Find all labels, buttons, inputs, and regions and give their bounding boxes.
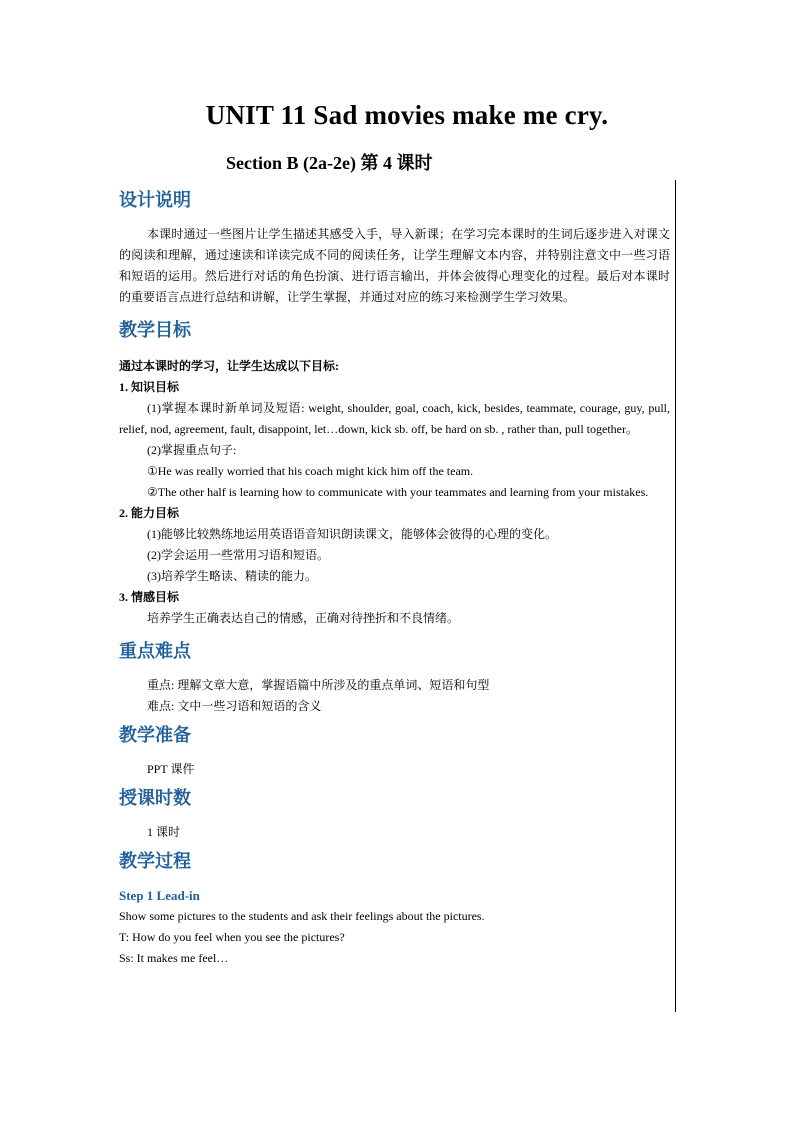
- hours-text: 1 课时: [147, 825, 181, 839]
- prep-text: PPT 课件: [147, 762, 195, 776]
- knowledge-item-2: (2)掌握重点句子:: [147, 443, 237, 457]
- design-heading: 设计说明: [119, 190, 191, 211]
- process-line-3: Ss: It makes me feel…: [119, 951, 229, 965]
- ability-item-1: (1)能够比较熟练地运用英语语音知识朗读课文，能够体会彼得的心理的变化。: [147, 527, 557, 541]
- knowledge-title: 1. 知识目标: [119, 380, 180, 394]
- keypoints-heading: 重点难点: [119, 641, 191, 662]
- goals-heading: 教学目标: [119, 320, 191, 341]
- process-line-1: Show some pictures to the students and ask their feelings about the pictures.: [119, 909, 485, 923]
- key-sentence-1: ①He was really worried that his coach might kick him off the team.: [147, 464, 474, 478]
- key-sentence-2: ②The other half is learning how to communicate with your teammates and learning from your mistakes.: [147, 485, 649, 499]
- process-heading: 教学过程: [119, 851, 191, 872]
- ability-item-2: (2)学会运用一些常用习语和短语。: [147, 548, 329, 562]
- keypoint-key: 重点: 理解文章大意，掌握语篇中所涉及的重点单词、短语和句型: [147, 678, 490, 692]
- keypoint-difficult: 难点: 文中一些习语和短语的含义: [147, 699, 322, 713]
- margin-rule: [675, 180, 676, 1012]
- knowledge-item-1: (1)掌握本课时新单词及短语: weight, shoulder, goal, coach, kick, besides, teammate, courage, guy, pull, relief, nod, agreement, fault, disappoint, let…down, kick sb. off, be hard on sb. , rather than, pull together。: [119, 401, 670, 436]
- step1-heading: Step 1 Lead-in: [119, 888, 200, 903]
- ability-item-3: (3)培养学生略读、精读的能力。: [147, 569, 317, 583]
- prep-heading: 教学准备: [119, 725, 191, 746]
- design-text: 本课时通过一些图片让学生描述其感受入手，导入新课；在学习完本课时的生词后逐步进入对课文的阅读和理解，通过速读和详读完成不同的阅读任务，让学生理解文本内容，并特别注意文中一些习语和短语的运用。然后进行对话的角色扮演、进行语言输出，并体会彼得心理变化的过程。最后对本课时的重要语言点进行总结和讲解，让学生掌握，并通过对应的练习来检测学生学习效果。: [119, 227, 670, 304]
- content-area: [119, 186, 670, 969]
- page-subtitle: Section B (2a-2e) 第 4 课时: [226, 153, 433, 173]
- page-title: UNIT 11 Sad movies make me cry.: [205, 100, 609, 130]
- emotion-title: 3. 情感目标: [119, 590, 180, 604]
- goals-intro: 通过本课时的学习，让学生达成以下目标:: [119, 359, 339, 373]
- emotion-item-1: 培养学生正确表达自己的情感，正确对待挫折和不良情绪。: [147, 611, 460, 625]
- ability-title: 2. 能力目标: [119, 506, 180, 520]
- process-line-2: T: How do you feel when you see the pictures?: [119, 930, 345, 944]
- hours-heading: 授课时数: [119, 788, 191, 809]
